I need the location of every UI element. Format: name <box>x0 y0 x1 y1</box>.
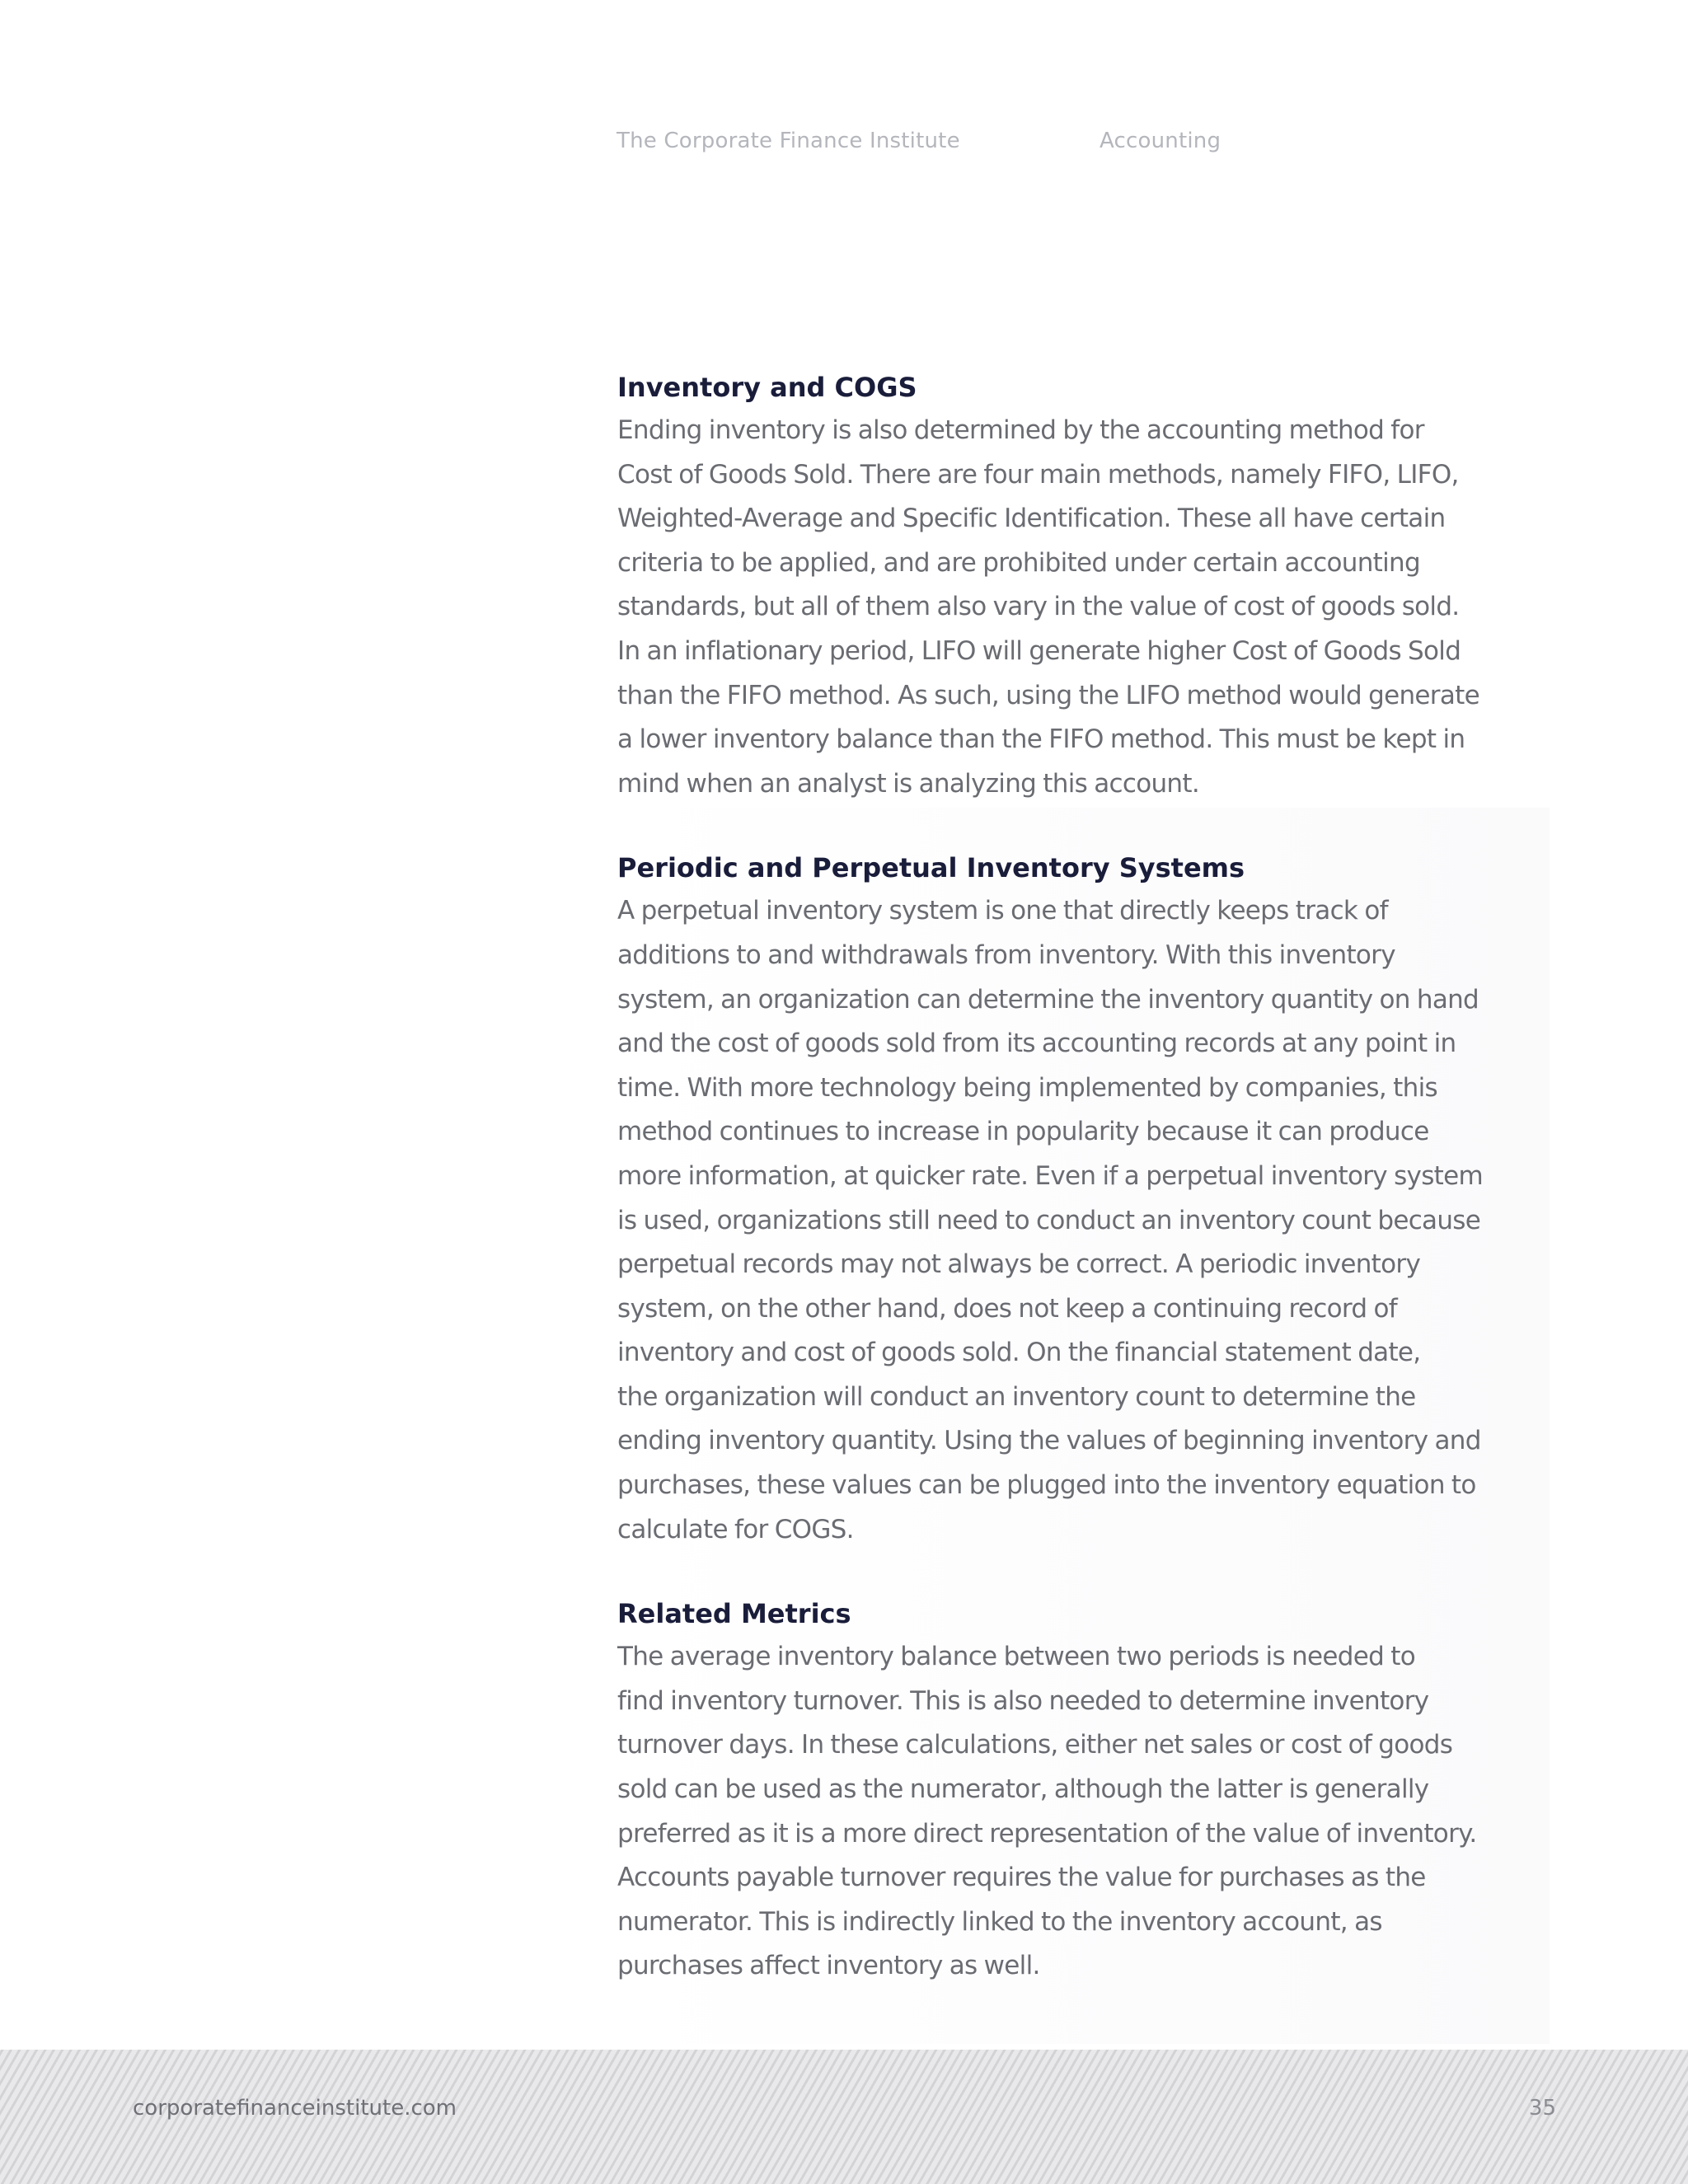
section-title: Related Metrics <box>617 1598 851 1630</box>
website-url: corporatefinanceinstitute.com <box>133 2096 457 2121</box>
section-body: A perpetual inventory system is one that directly keeps track of additions to and withdrawals from inventory. With this inventory system, an organization can determine the inventory quantity on hand and the cost of goods sold from its accounting records at any point in time. With more technology being implemented by companies, this method continues to increase in popularity because it can produce more information, at quicker rate. Even if a perpetual inventory system is used, organizations still need to conduct an inventory count because perpetual records may not always be correct. A periodic inventory system, on the other hand, does not keep a continuing record of inventory and cost of goods sold. On the financial statement date, the organization will conduct an inventory count to determine the ending inventory quantity. Using the values of beginning inventory and purchases, these values can be plugged into the inventory equation to calculate for COGS. <box>617 896 1483 1544</box>
section-title: Periodic and Perpetual Inventory Systems <box>617 852 1245 884</box>
section-title: Inventory and COGS <box>617 372 917 403</box>
publisher-name: The Corporate Finance Institute <box>617 129 960 153</box>
section-related-metrics <box>617 1596 1549 1989</box>
page-footer <box>0 2050 1688 2184</box>
page-header <box>0 0 1688 165</box>
section-periodic-perpetual-systems <box>617 850 1549 1552</box>
section-inventory-and-cogs <box>617 369 1549 806</box>
section-body: Ending inventory is also determined by the accounting method for Cost of Goods Sold. There are four main methods, namely FIFO, LIFO, Weighted-Average and Specific Identification. These all have certain criteria to be applied, and are prohibited under certain accounting standards, but all of them also vary in the value of cost of goods sold. In an inflationary period, LIFO will generate higher Cost of Goods Sold than the FIFO method. As such, using the LIFO method would generate a lower inventory balance than the FIFO method. This must be kept in mind when an analyst is analyzing this account. <box>617 415 1479 799</box>
section-body: The average inventory balance between two periods is needed to find inventory turnover. This is also needed to determine inventory turnover days. In these calculations, either net sales or cost of goods sold can be used as the numerator, although the latter is generally preferred as it is a more direct representation of the value of inventory. Accounts payable turnover requires the value for purchases as the numerator. This is indirectly linked to the inventory account, as purchases affect inventory as well. <box>617 1642 1477 1981</box>
chapter-name: Accounting <box>1100 129 1221 153</box>
main-content <box>617 369 1549 2032</box>
page-number: 35 <box>1528 2096 1556 2121</box>
